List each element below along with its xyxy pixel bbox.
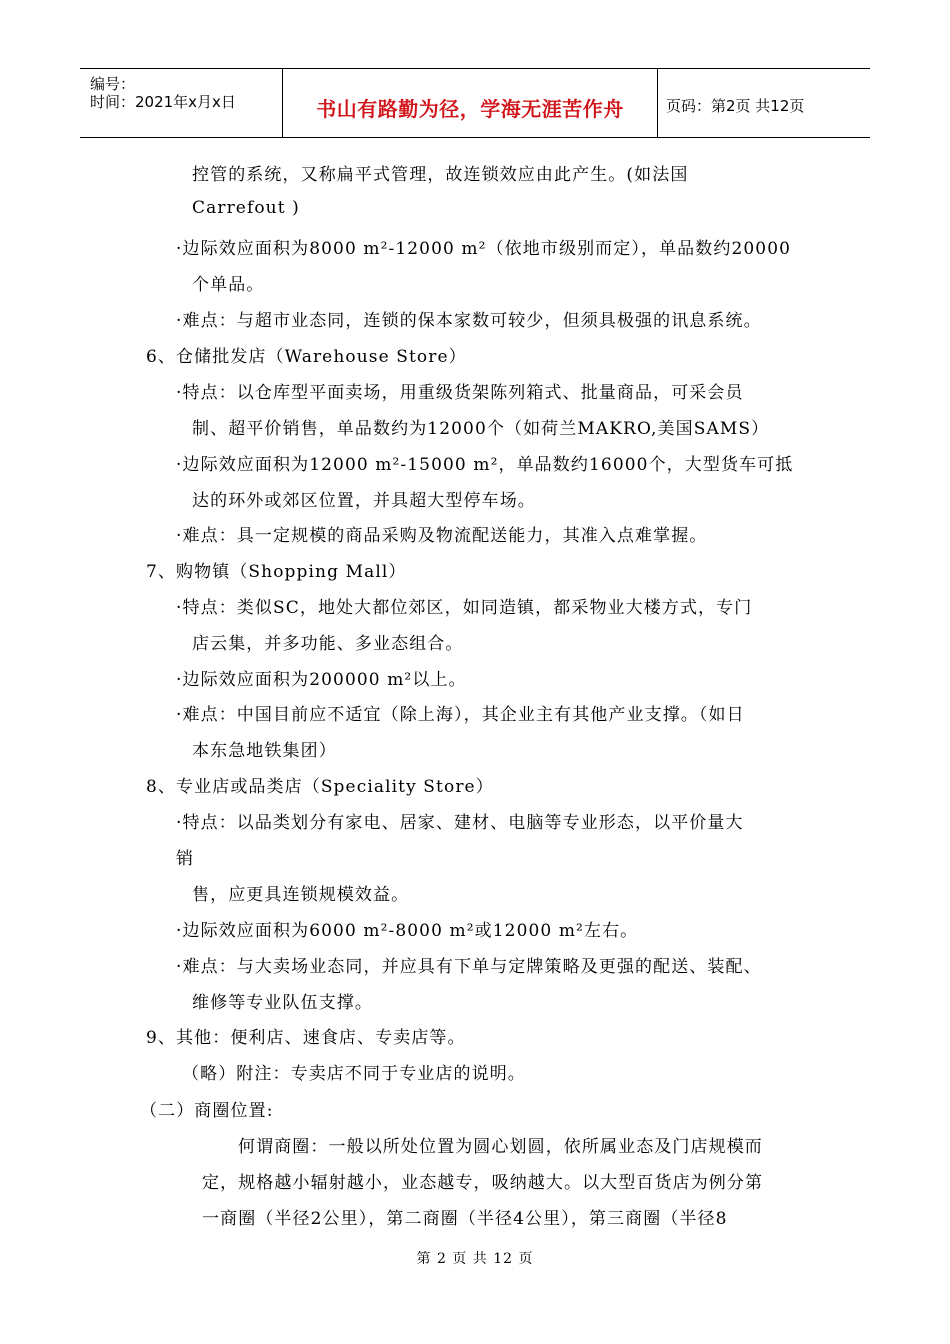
doc-date-label: 时间：2021年x月x日 — [90, 93, 236, 111]
body-line: 个单品。 — [192, 275, 265, 295]
section-heading: 7、购物镇（Shopping Mall） — [146, 562, 407, 582]
section-heading: 6、仓储批发店（Warehouse Store） — [146, 347, 467, 367]
body-line: 销 — [176, 849, 195, 869]
page-footer: 第 2 页 共 12 页 — [416, 1251, 534, 1267]
body-line: ·特点：以品类划分有家电、居家、建材、电脑等专业形态，以平价量大 — [176, 813, 744, 833]
body-line: 本东急地铁集团） — [192, 741, 337, 761]
body-line: ·难点：与超市业态同，连锁的保本家数可较少，但须具极强的讯息系统。 — [176, 311, 762, 331]
body-line: ·难点：与大卖场业态同，并应具有下单与定牌策略及更强的配送、装配、 — [176, 957, 762, 977]
body-line: （略）附注：专卖店不同于专业店的说明。 — [182, 1064, 526, 1084]
body-line: ·难点：具一定规模的商品采购及物流配送能力，其准入点难掌握。 — [176, 526, 708, 546]
page-header — [80, 68, 870, 138]
body-line: 定，规格越小辐射越小，业态越专，吸纳越大。以大型百货店为例分第 — [202, 1173, 764, 1193]
body-line: 控管的系统，又称扁平式管理，故连锁效应由此产生。(如法国 — [192, 165, 689, 185]
section-heading: 9、其他：便利店、速食店、专卖店等。 — [146, 1028, 466, 1048]
body-line: ·边际效应面积为12000 m²-15000 m²，单品数约16000个，大型货车可抵 — [176, 455, 794, 475]
body-line: ·边际效应面积为200000 m²以上。 — [176, 670, 467, 690]
body-line: 店云集，并多功能、多业态组合。 — [192, 634, 464, 654]
body-line: 一商圈（半径2公里），第二商圈（半径4公里），第三商圈（半径8 — [202, 1209, 728, 1229]
header-page-number: 页码：第2页 共12页 — [666, 97, 805, 115]
section-heading: （二）商圈位置: — [140, 1101, 274, 1121]
body-line: 制、超平价销售，单品数约为12000个（如荷兰MAKRO,美国SAMS） — [192, 419, 770, 439]
header-page-cell — [658, 69, 870, 137]
doc-number-label: 编号： — [90, 75, 136, 93]
body-line: ·特点：以仓库型平面卖场，用重级货架陈列箱式、批量商品，可采会员 — [176, 383, 744, 403]
header-meta — [80, 69, 282, 137]
body-line: 达的环外或郊区位置，并具超大型停车场。 — [192, 491, 536, 511]
body-line: 维修等专业队伍支撑。 — [192, 993, 373, 1013]
header-motto: 书山有路勤为径，学海无涯苦作舟 — [316, 97, 624, 121]
header-motto-cell — [282, 69, 658, 137]
body-line: Carrefout ) — [192, 198, 300, 218]
body-line: ·特点：类似SC，地处大都位郊区，如同造镇，都采物业大楼方式，专门 — [176, 598, 753, 618]
body-line: ·难点：中国目前应不适宜（除上海），其企业主有其他产业支撑。（如日 — [176, 705, 745, 725]
body-line: 何谓商圈：一般以所处位置为圆心划圆，依所属业态及门店规模而 — [238, 1137, 763, 1157]
body-line: ·边际效应面积为6000 m²-8000 m²或12000 m²左右。 — [176, 921, 639, 941]
body-line: 售，应更具连锁规模效益。 — [192, 885, 410, 905]
body-line: ·边际效应面积为8000 m²-12000 m²（依地市级别而定），单品数约20000 — [176, 239, 792, 259]
section-heading: 8、专业店或品类店（Speciality Store） — [146, 777, 494, 797]
